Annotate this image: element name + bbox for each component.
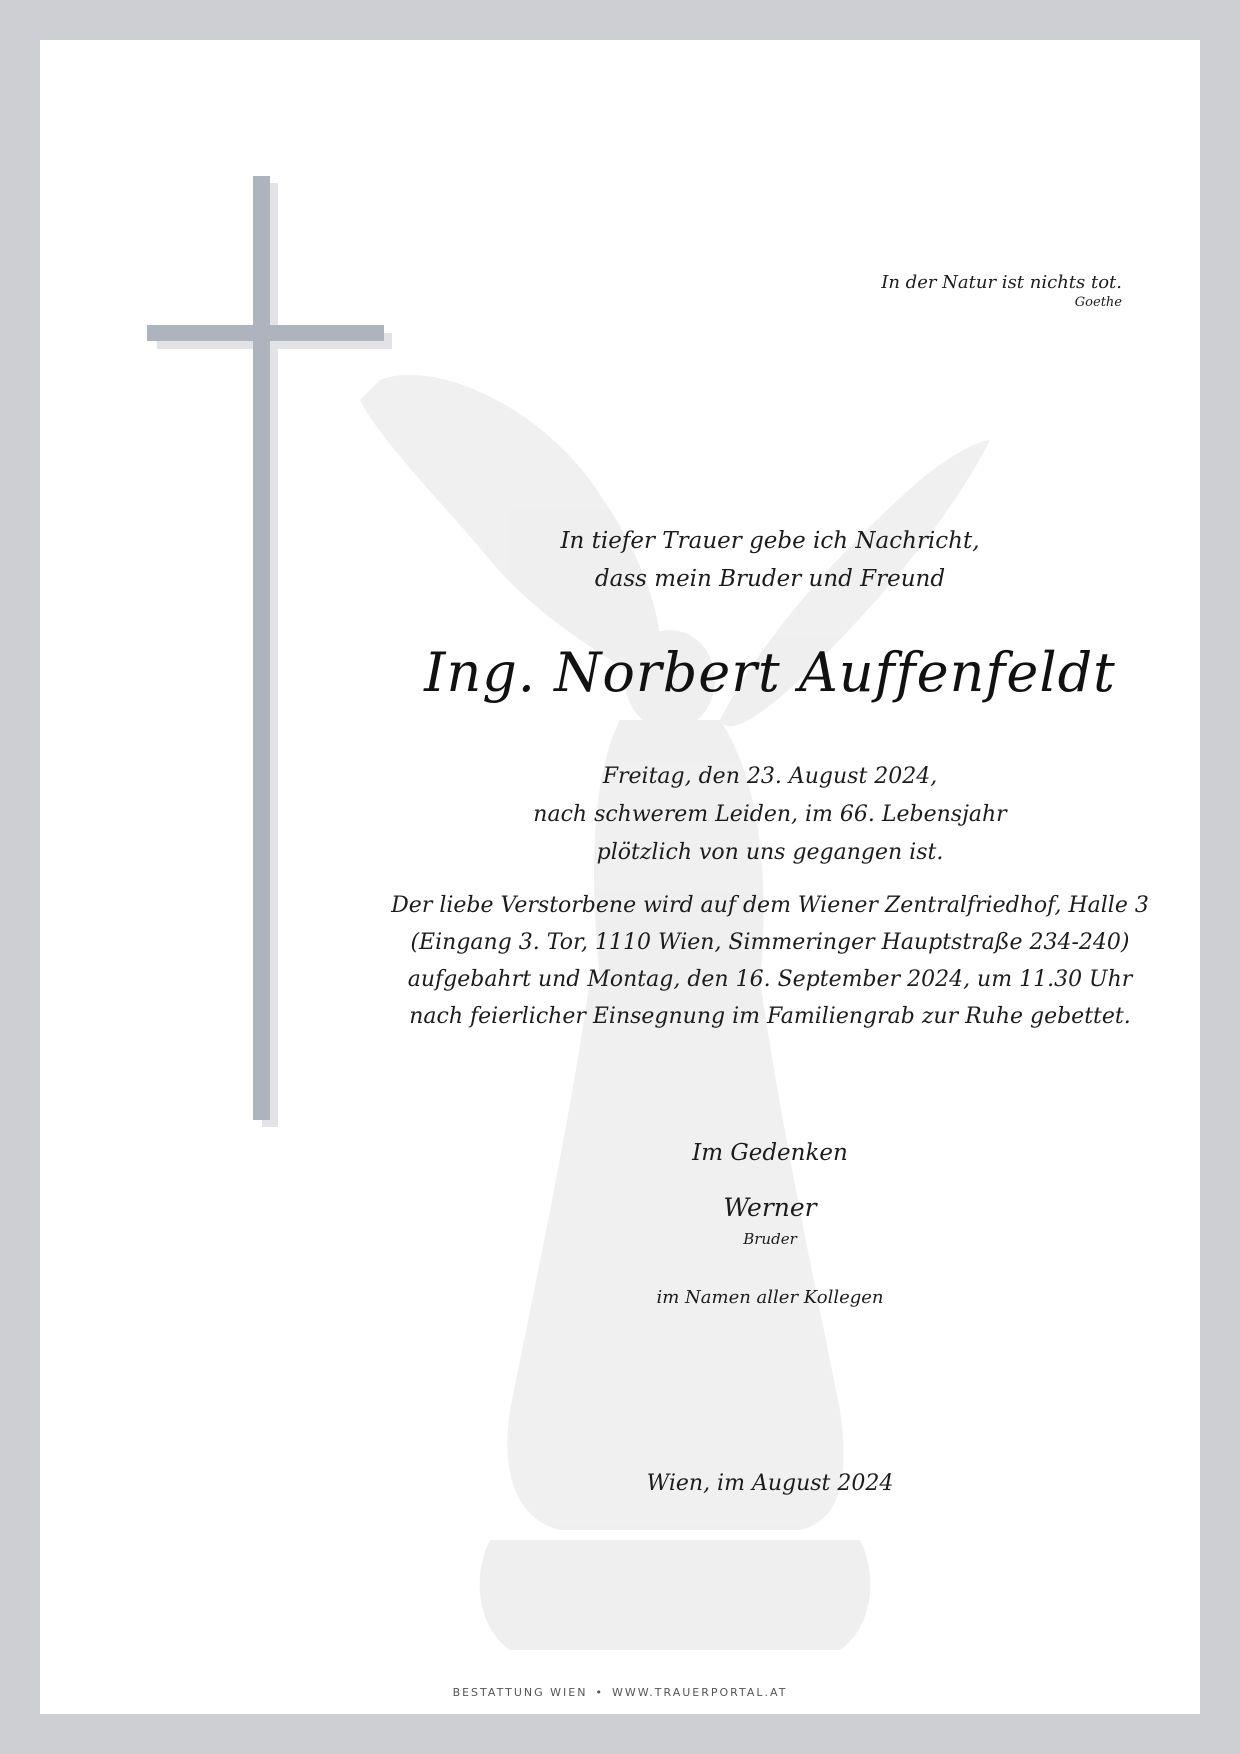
- intro-text: [340, 522, 1200, 598]
- burial-line: (Eingang 3. Tor, 1110 Wien, Simmeringer Hauptstraße 234-240): [410, 930, 1130, 955]
- burial-details: [340, 887, 1200, 1035]
- mourner-name: Werner: [723, 1193, 817, 1222]
- burial-line: aufgebahrt und Montag, den 16. September 2024, um 11.30 Uhr: [407, 967, 1133, 992]
- footer-separator: •: [595, 1686, 604, 1699]
- deceased-name: Ing. Norbert Auffenfeldt: [424, 641, 1116, 704]
- memory-heading: Im Gedenken: [692, 1140, 848, 1166]
- intro-line: dass mein Bruder und Freund: [594, 566, 946, 592]
- burial-line: nach feierlicher Einsegnung im Familiengrab zur Ruhe gebettet.: [409, 1004, 1131, 1029]
- colleagues-note: im Namen aller Kollegen: [656, 1287, 884, 1308]
- motto-author: Goethe: [1074, 294, 1122, 310]
- motto-quote: In der Natur ist nichts tot.: [881, 272, 1122, 293]
- death-line: nach schwerem Leiden, im 66. Lebensjahr: [533, 802, 1007, 827]
- death-line: Freitag, den 23. August 2024,: [602, 764, 938, 789]
- intro-line: In tiefer Trauer gebe ich Nachricht,: [560, 528, 980, 554]
- motto: [881, 272, 1122, 311]
- obituary-card: [40, 40, 1200, 1714]
- footer: [40, 1686, 1200, 1699]
- place-date: Wien, im August 2024: [646, 1471, 894, 1496]
- death-notice: [340, 758, 1200, 872]
- burial-line: Der liebe Verstorbene wird auf dem Wiener Zentralfriedhof, Halle 3: [391, 893, 1149, 918]
- mourner-relation: Bruder: [743, 1230, 797, 1248]
- death-line: plötzlich von uns gegangen ist.: [596, 840, 944, 865]
- footer-company: BESTATTUNG WIEN: [452, 1686, 588, 1699]
- footer-website-link[interactable]: WWW.TRAUERPORTAL.AT: [611, 1686, 788, 1699]
